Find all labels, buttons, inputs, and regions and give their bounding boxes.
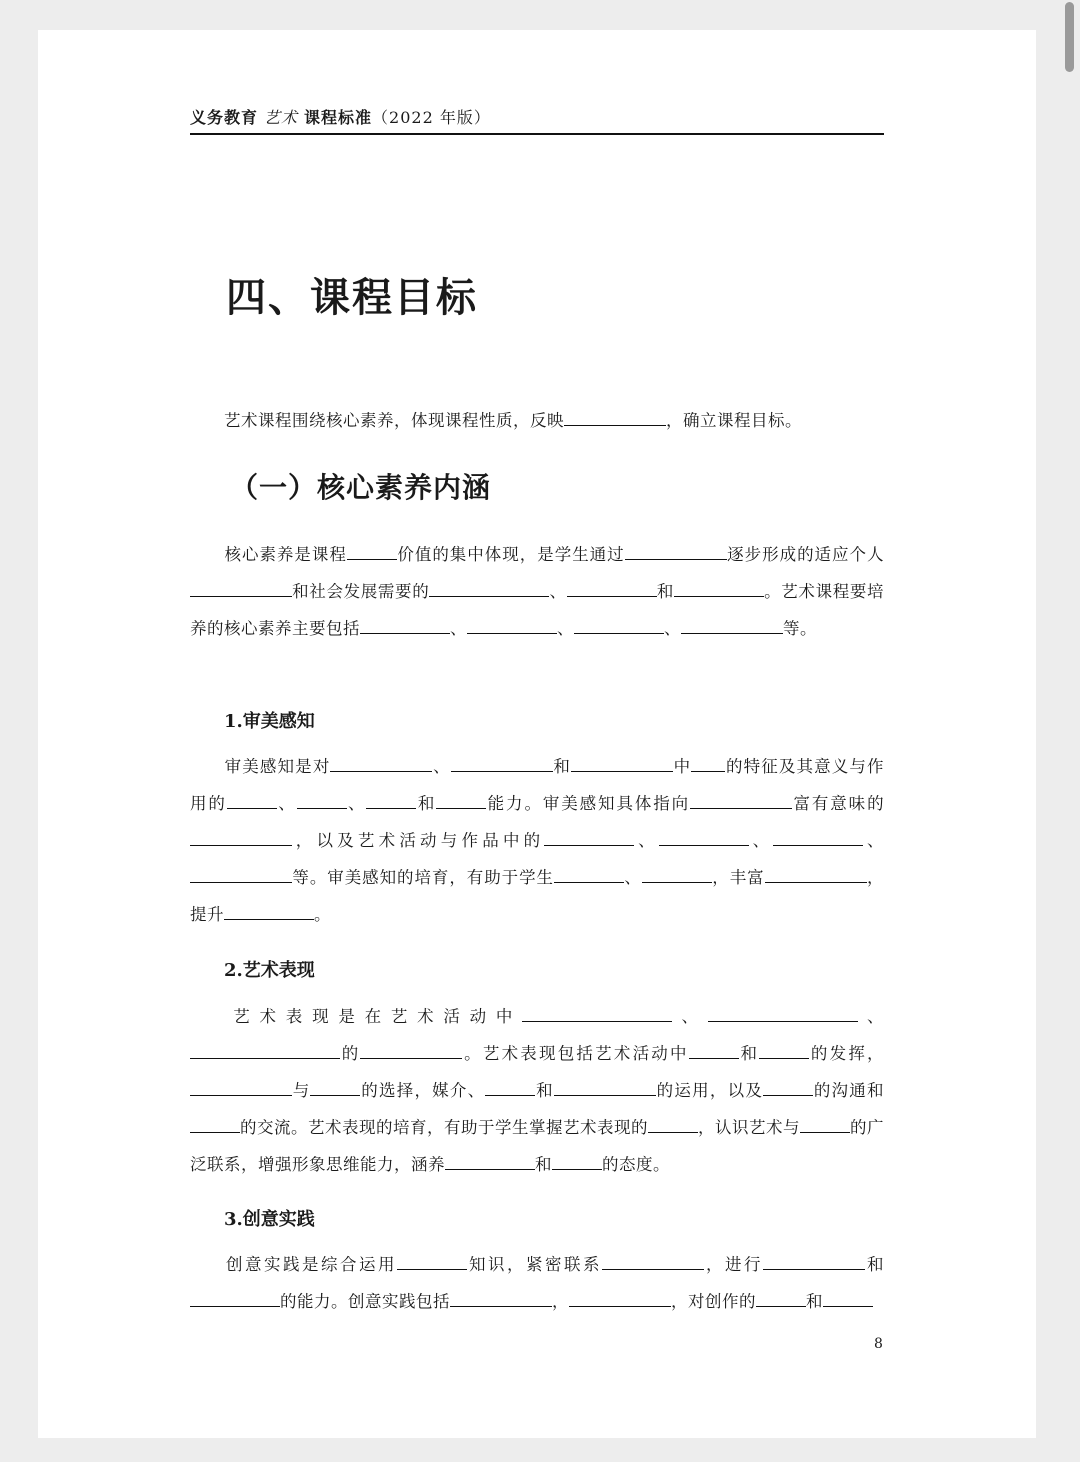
blank [554,1081,656,1096]
document-page [38,30,1036,1438]
blank [567,582,657,597]
header-part2: 课程标准 [304,108,373,127]
blank [485,1081,535,1096]
blank [648,1118,698,1133]
header-year: （2022 年版） [372,108,491,127]
blank [763,1255,865,1270]
blank [823,1292,873,1307]
blank [190,1081,292,1096]
blank [445,1155,535,1170]
blank [190,831,292,846]
blank [571,757,673,772]
blank [330,757,432,772]
blank [759,1044,809,1059]
header-part1: 义务教育 [190,108,259,127]
blank [450,1292,552,1307]
intro-paragraph: 艺术课程围绕核心素养，体现课程性质，反映 ，确立课程目标。 [224,411,802,430]
blank [659,831,749,846]
blank [674,582,764,597]
blank [227,794,277,809]
blank [690,794,792,809]
blank [366,794,416,809]
blank [190,1118,240,1133]
page-number: 8 [874,1336,883,1352]
blank [190,1292,280,1307]
blank [708,1007,858,1022]
blank [800,1118,850,1133]
blank [310,1081,360,1096]
blank [552,1155,602,1170]
blank [397,1255,467,1270]
blank [360,1044,462,1059]
blank [642,868,712,883]
blank [564,411,666,426]
running-header [190,105,884,135]
scrollbar[interactable] [1065,2,1074,72]
page-title: 四、课程目标 [226,274,478,321]
blank [765,868,867,883]
blank [190,1044,340,1059]
subsection-heading-expression: 2.艺术表现 [224,960,315,981]
blank [429,582,549,597]
blank [681,619,783,634]
subsection-heading-practice: 3.创意实践 [224,1209,315,1230]
aesthetic-paragraph: 审美感知是对 、 和 中 的特征及其意义与作用的 、 、 和 能力。审美感知具体指向 富有意味的，以及艺术活动与作品中的 、 、 、等。审美感知的培育，有助于学生 、 ，丰富 ，提升 。 [190,757,885,924]
header-italic: 艺术 [264,108,299,127]
practice-paragraph: 创意实践是综合运用 知识，紧密联系 ，进行 和的能力。创意实践包括 ， ，对创作的 和 [190,1246,884,1320]
blank [451,757,553,772]
blank [602,1255,704,1270]
blank [691,757,725,772]
blank [436,794,486,809]
blank [467,619,557,634]
blank [773,831,863,846]
blank [625,545,727,560]
section-heading: （一）核心素养内涵 [230,471,492,504]
subsection-heading-aesthetic: 1.审美感知 [224,711,315,732]
blank [756,1292,806,1307]
blank [190,582,292,597]
blank [689,1044,739,1059]
blank [574,619,664,634]
expression-paragraph: 艺术表现是在艺术活动中 、 、的 。艺术表现包括艺术活动中 和 的发挥，与 的选择，媒介、 和 的运用，以及 的沟通和的交流。艺术表现的培育，有助于学生掌握艺术表现的 ，认识艺术与 的广泛联系，增强形象思维能力，涵养 和 的态度。 [190,1007,885,1174]
core-literacy-paragraph: 核心素养是课程 价值的集中体现，是学生通过 逐步形成的适应个人和社会发展需要的 、 和 。艺术课程要培养的核心素养主要包括 、 、 、 等。 [190,545,885,638]
blank [522,1007,672,1022]
blank [763,1081,813,1096]
blank [190,868,292,883]
blank [297,794,347,809]
blank [544,831,634,846]
blank [224,905,314,920]
blank [360,619,450,634]
blank [554,868,624,883]
blank [569,1292,671,1307]
blank [347,545,397,560]
